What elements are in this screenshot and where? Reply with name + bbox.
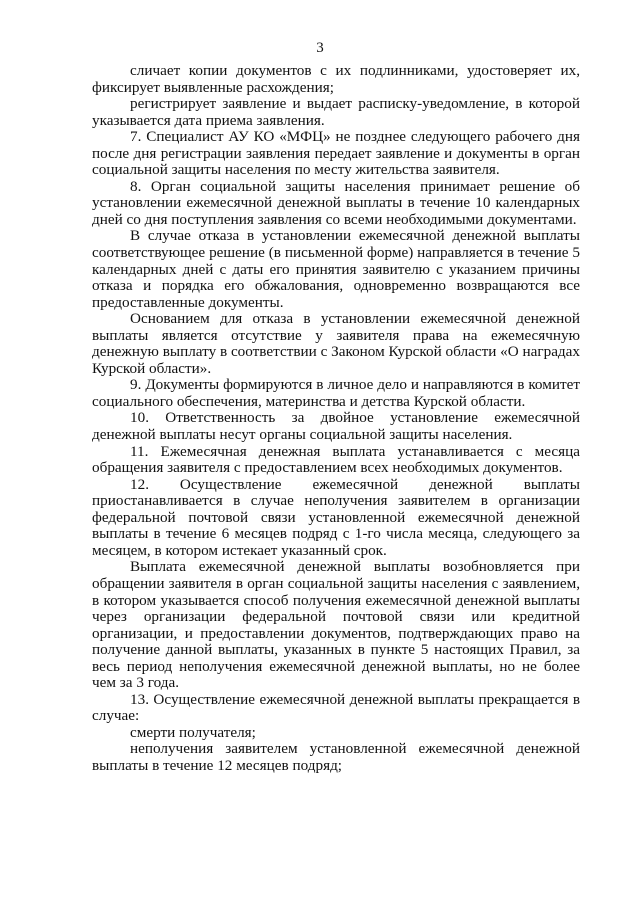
paragraph: В случае отказа в установлении ежемесячной денежной выплаты соответствующее решение (в письменной форме) направляется в течение 5 календарных дней с даты его принятия заявителю с указанием причины отказа и порядка его обжалования, одновременно возвращаются все предоставленные документы. — [92, 227, 580, 311]
paragraph: неполучения заявителем установленной ежемесячной денежной выплаты в течение 12 месяцев подряд; — [92, 740, 580, 774]
paragraph: 7. Специалист АУ КО «МФЦ» не позднее следующего рабочего дня после дня регистрации заявления передает заявление и документы в орган социальной защиты населения по месту жительства заявителя. — [92, 128, 580, 179]
paragraph: сличает копии документов с их подлинниками, удостоверяет их, фиксирует выявленные расхождения; — [92, 62, 580, 96]
paragraph: 8. Орган социальной защиты населения принимает решение об установлении ежемесячной денежной выплаты в течение 10 календарных дней со дня поступления заявления со всеми необходимыми документами. — [92, 177, 580, 228]
paragraph: 13. Осуществление ежемесячной денежной выплаты прекращается в случае: — [92, 690, 580, 725]
paragraph: 10. Ответственность за двойное установление ежемесячной денежной выплаты несут органы социальной защиты населения. — [92, 409, 580, 444]
paragraph: регистрирует заявление и выдает расписку-уведомление, в которой указывается дата приема заявления. — [92, 95, 580, 129]
paragraph: 12. Осуществление ежемесячной денежной выплаты приостанавливается в случае неполучения заявителем в организации федеральной почтовой связи установленной ежемесячной денежной выплаты в течение 6 месяцев подряд с 1-го числа месяца, следующего за месяцем, в котором истекает указанный срок. — [92, 475, 580, 559]
document-body — [92, 63, 580, 775]
paragraph: Выплата ежемесячной денежной выплаты возобновляется при обращении заявителя в орган социальной защиты населения с заявлением, в котором указывается способ получения ежемесячной денежной выплаты через организации федеральной почтовой связи или кредитной организации, и предоставлении документов, подтверждающих право на получение данной выплаты, указанных в пункте 5 настоящих Правил, за весь период неполучения ежемесячной денежной выплаты, но не более чем за 3 года. — [92, 558, 580, 692]
paragraph: Основанием для отказа в установлении ежемесячной денежной выплаты является отсутствие у заявителя права на ежемесячную денежную выплату в соответствии с Законом Курской области «О наградах Курской области». — [92, 310, 580, 377]
page-number: 3 — [316, 40, 324, 56]
paragraph: 9. Документы формируются в личное дело и направляются в комитет социального обеспечения, материнства и детства Курской области. — [92, 376, 580, 410]
paragraph: смерти получателя; — [130, 723, 256, 741]
paragraph: 11. Ежемесячная денежная выплата устанавливается с месяца обращения заявителя с предоставлением всех необходимых документов. — [92, 442, 580, 477]
